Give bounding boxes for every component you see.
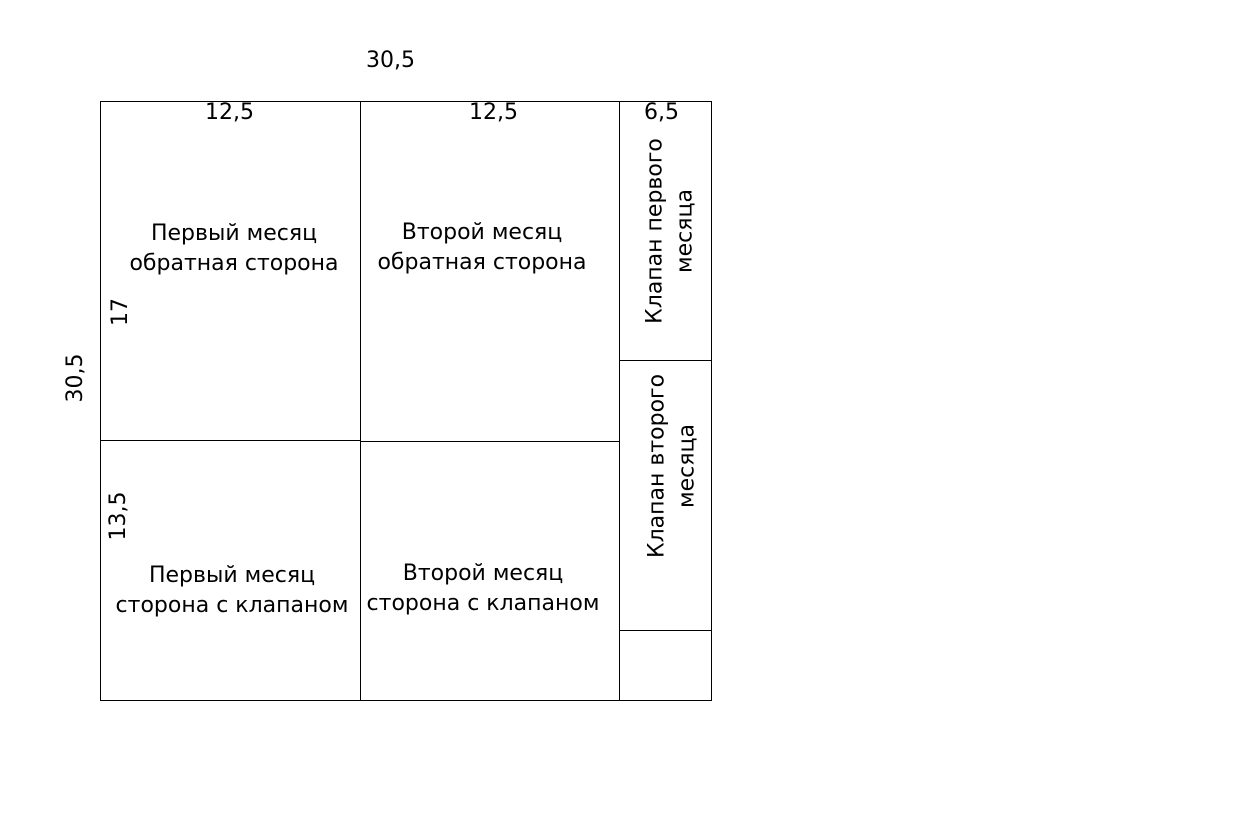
lower-height-label: 13,5 [106,491,132,541]
total-height-label: 30,5 [63,353,89,403]
flap-empty-cell [619,630,712,701]
first-back-text: Первый месяц обратная сторона [129,221,339,276]
second-back-text: Второй месяц обратная сторона [377,220,587,275]
first-front-text: Первый месяц сторона с клапаном [115,563,349,618]
flap-first-text: Клапан первого месяца [642,138,697,324]
total-width-label: 30,5 [366,48,415,73]
second-front-text: Второй месяц сторона с клапаном [366,561,600,616]
flap-second-text: Клапан второго месяца [644,373,699,559]
panel2-width-label: 12,5 [469,100,518,125]
upper-height-label: 17 [108,298,134,326]
flap-width-label: 6,5 [644,100,679,125]
panel1-width-label: 12,5 [205,100,254,125]
